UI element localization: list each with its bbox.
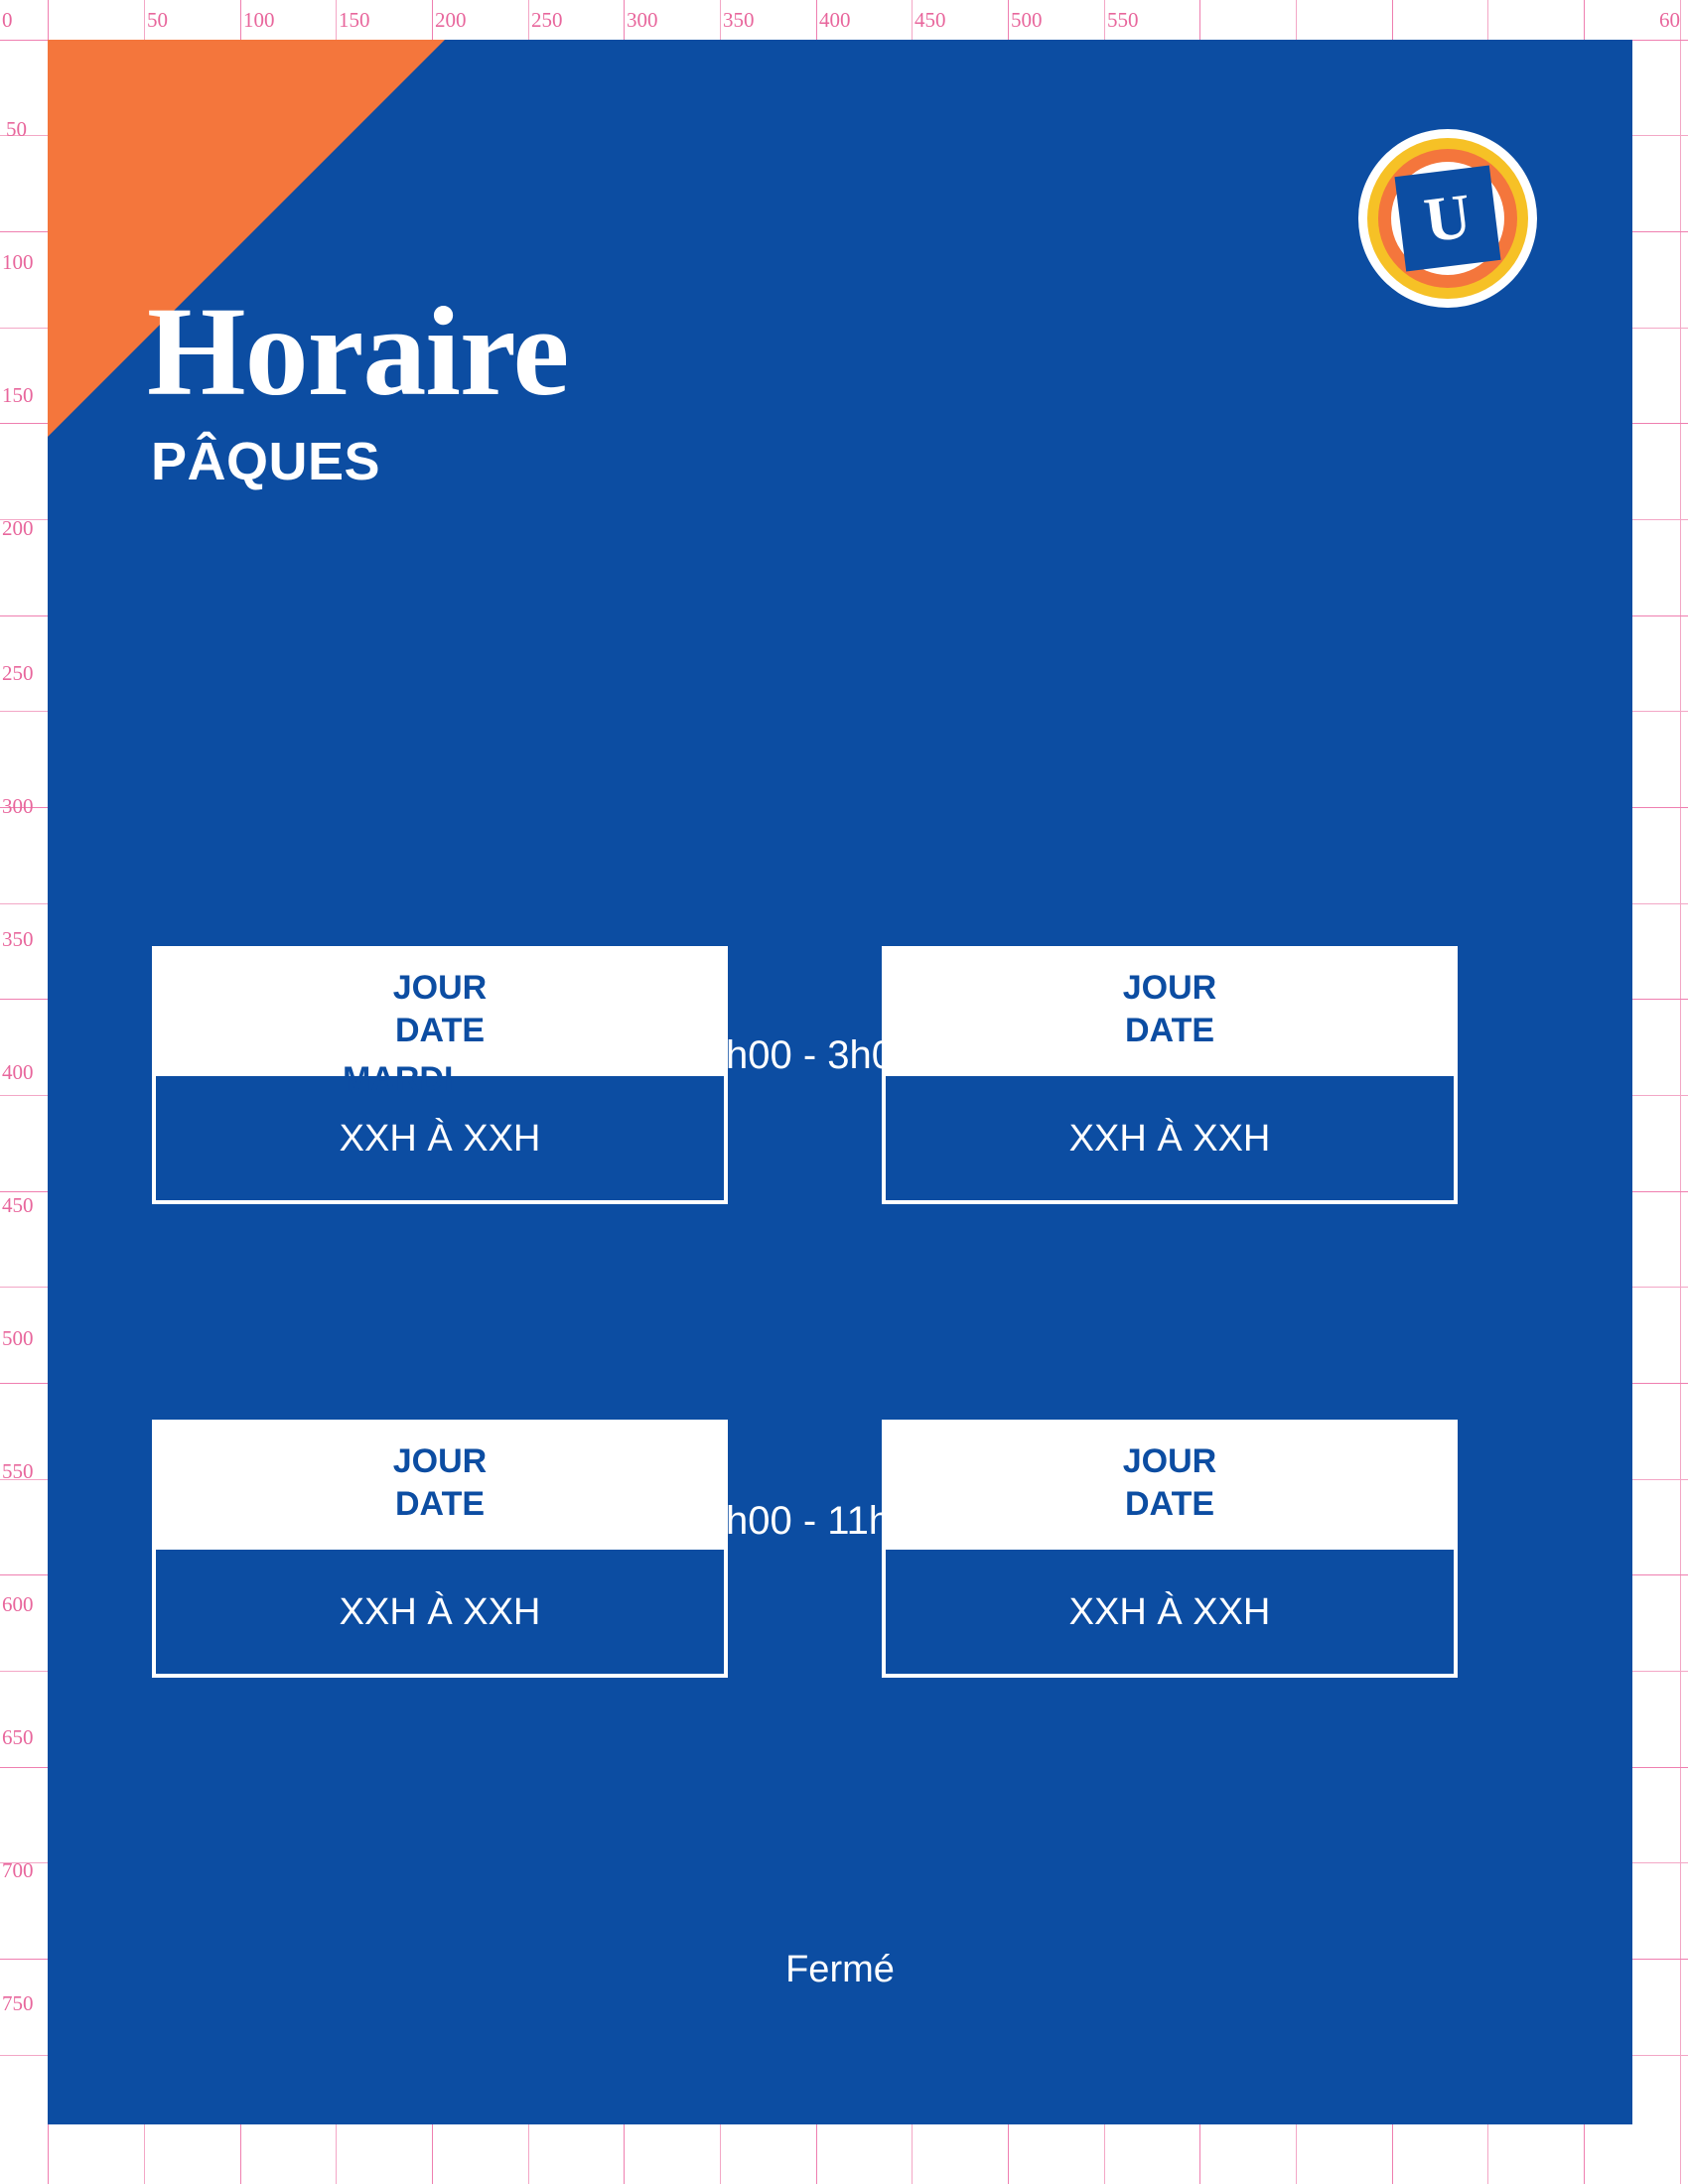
ruler-x-label: 200 <box>435 8 467 32</box>
ruler-y-label: 600 <box>2 1592 34 1616</box>
ruler-x-label: 250 <box>531 8 563 32</box>
schedule-hours: XXH À XXH <box>152 1546 728 1678</box>
schedule-card <box>882 946 1458 1204</box>
schedule-day: JOUR <box>392 1442 488 1480</box>
schedule-card-header <box>152 1420 728 1546</box>
ruler-y-label: 150 <box>2 383 34 407</box>
ruler-y-label: 250 <box>2 661 34 685</box>
ruler-y-label: 300 <box>2 794 34 818</box>
schedule-card-header <box>882 946 1458 1072</box>
ruler-x-label: 100 <box>243 8 275 32</box>
footer-note: Fermé <box>785 1949 895 1990</box>
schedule-day: JOUR <box>392 969 488 1007</box>
ruler-x-label: 60 <box>1659 8 1680 32</box>
schedule-date: DATE <box>1124 1484 1215 1523</box>
ruler-x-label: 500 <box>1011 8 1043 32</box>
schedule-card-header <box>152 946 728 1072</box>
schedule-date: DATE <box>394 1484 486 1523</box>
schedule-hours: XXH À XXH <box>152 1072 728 1204</box>
overlay-hours-bottom: h00 - 11h <box>726 1499 892 1543</box>
ruler-y-label: 200 <box>2 516 34 540</box>
ruler-x-label: 150 <box>339 8 370 32</box>
ruler-y-label: 750 <box>2 1991 34 2015</box>
schedule-day: JOUR <box>1122 1442 1217 1480</box>
schedule-card-header <box>882 1420 1458 1546</box>
ruler-x-label: 550 <box>1107 8 1139 32</box>
ruler-y-label: 700 <box>2 1858 34 1882</box>
ruler-y-label: 450 <box>2 1193 34 1217</box>
overlay-hours-top: h00 - 3h0 <box>726 1033 895 1077</box>
ruler-y-label: 50 <box>6 117 27 141</box>
schedule-card <box>152 1420 728 1678</box>
ruler-y-label: 100 <box>2 250 34 274</box>
schedule-date: DATE <box>1124 1011 1215 1049</box>
brand-logo <box>1358 129 1537 308</box>
ruler-x-label: 450 <box>914 8 946 32</box>
schedule-hours: XXH À XXH <box>882 1546 1458 1678</box>
overlay-day-mardi: MARDI <box>343 1060 454 1098</box>
ruler-y-label: 550 <box>2 1459 34 1483</box>
ruler-y-label: 500 <box>2 1326 34 1350</box>
page-title: Horaire <box>147 281 569 422</box>
schedule-date: DATE <box>394 1011 486 1049</box>
ruler-y-label: 350 <box>2 927 34 951</box>
page-subtitle: PÂQUES <box>151 432 381 491</box>
schedule-hours: XXH À XXH <box>882 1072 1458 1204</box>
schedule-day: JOUR <box>1122 969 1217 1007</box>
ruler-x-label: 50 <box>147 8 168 32</box>
ruler-x-label: 300 <box>627 8 658 32</box>
ruler-x-label: 350 <box>723 8 755 32</box>
ruler-x-label: 0 <box>2 8 13 32</box>
poster-canvas <box>48 40 1632 2124</box>
ruler-y-label: 400 <box>2 1060 34 1084</box>
ruler-x-label: 400 <box>819 8 851 32</box>
logo-letter-u: U <box>1420 180 1476 256</box>
schedule-card <box>882 1420 1458 1678</box>
ruler-y-label: 650 <box>2 1725 34 1749</box>
